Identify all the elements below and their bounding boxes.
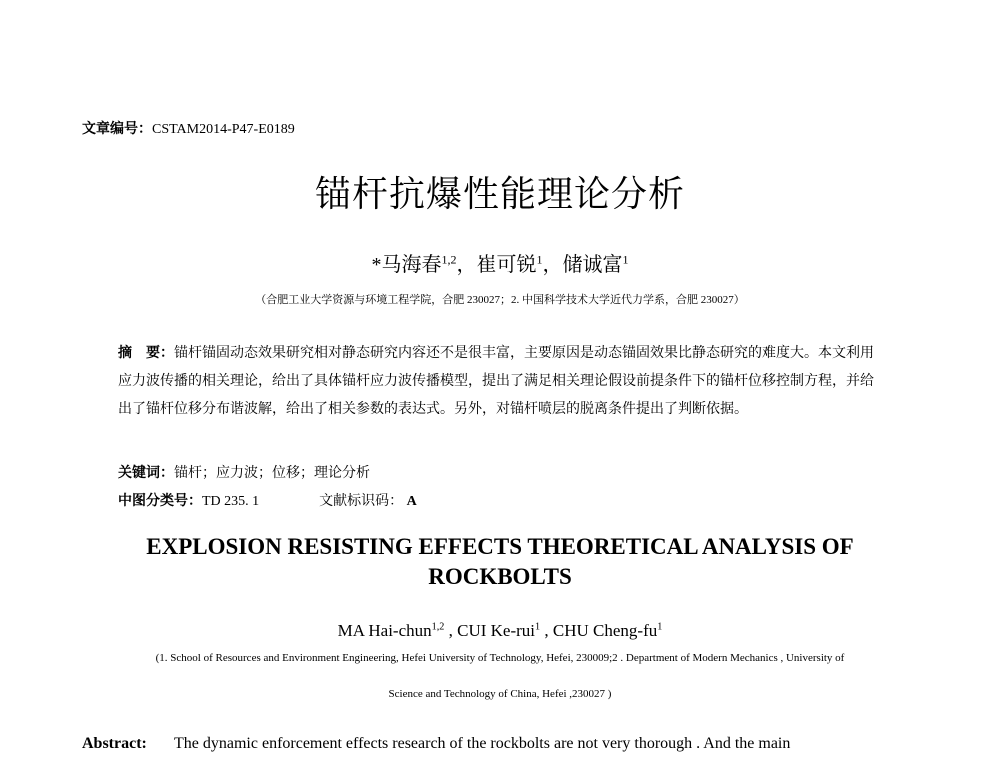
english-title-line-1: EXPLOSION RESISTING EFFECTS THEORETICAL ANALYSIS OF	[146, 534, 854, 559]
cn-author-1: 马海春	[381, 254, 442, 276]
chinese-keywords-text: 锚杆；应力波；位移；理论分析	[174, 466, 370, 481]
chinese-authors	[0, 248, 1000, 277]
english-affiliation-line-2: Science and Technology of China, Hefei ,230027 )	[388, 688, 612, 700]
en-author-2-aff: 1	[535, 621, 541, 633]
chinese-abstract-text: 锚杆锚固动态效果研究相对静态研究内容还不是很丰富，主要原因是动态锚固效果比静态研究的难度大。本文利用应力波传播的相关理论，给出了具体锚杆应力波传播模型，提出了满足相关理论假设前提条件下的锚杆位移控制方程，并给出了锚杆位移分布谐波解，给出了相关参数的表达式。另外，对锚杆喷层的脱离条件提出了判断依据。	[118, 346, 874, 417]
cn-author-2: 崔可锐	[476, 254, 537, 276]
en-author-3: CHU Cheng-fu	[552, 621, 658, 640]
en-author-1: MA Hai-chun	[337, 621, 432, 640]
chinese-abstract	[118, 340, 878, 424]
article-number-value: CSTAM2014-P47-E0189	[152, 122, 295, 137]
chinese-keywords-label: 关键词：	[118, 466, 174, 481]
cn-author-2-aff: 1	[536, 252, 543, 267]
article-number-label: 文章编号：	[82, 122, 152, 137]
class-number-value: TD 235. 1	[202, 494, 260, 509]
en-author-2: CUI Ke-rui	[457, 621, 536, 640]
en-author-sep-1: ,	[444, 621, 458, 640]
cn-author-sep-2: ，	[542, 254, 563, 276]
english-abstract-text: The dynamic enforcement effects research of the rockbolts are not very thorough . And the main	[174, 735, 791, 752]
en-author-sep-2: ,	[540, 621, 553, 640]
cn-author-3: 储诚富	[562, 254, 623, 276]
english-abstract-label: Abstract:	[82, 735, 147, 752]
chinese-keywords	[118, 462, 370, 482]
class-number-label: 中图分类号：	[118, 494, 202, 509]
cn-author-1-aff: 1,2	[441, 252, 457, 267]
doc-code-value: A	[406, 494, 417, 509]
chinese-abstract-label: 摘 要：	[118, 346, 174, 361]
article-number	[82, 118, 295, 138]
english-title-line-2: ROCKBOLTS	[428, 564, 572, 589]
author-prefix-mark: *	[371, 254, 382, 276]
en-author-1-aff: 1,2	[431, 621, 445, 633]
english-affiliation-line-1: (1. School of Resources and Environment Engineering, Hefei University of Technology, Hefei, 230009;2 . Department of Modern Mechanics , University of	[155, 652, 845, 664]
chinese-affiliation: （合肥工业大学资源与环境工程学院，合肥 230027；2. 中国科学技术大学近代力学系，合肥 230027）	[255, 294, 745, 306]
doc-code-label: 文献标识码：	[319, 494, 404, 509]
classification-line	[118, 490, 417, 510]
english-title	[0, 532, 1000, 592]
en-author-3-aff: 1	[657, 621, 663, 633]
cn-author-sep-1: ，	[456, 254, 477, 276]
english-authors	[0, 621, 1000, 641]
cn-author-3-aff: 1	[622, 252, 629, 267]
chinese-title: 锚杆抗爆性能理论分析	[314, 174, 685, 215]
english-abstract	[82, 735, 902, 753]
